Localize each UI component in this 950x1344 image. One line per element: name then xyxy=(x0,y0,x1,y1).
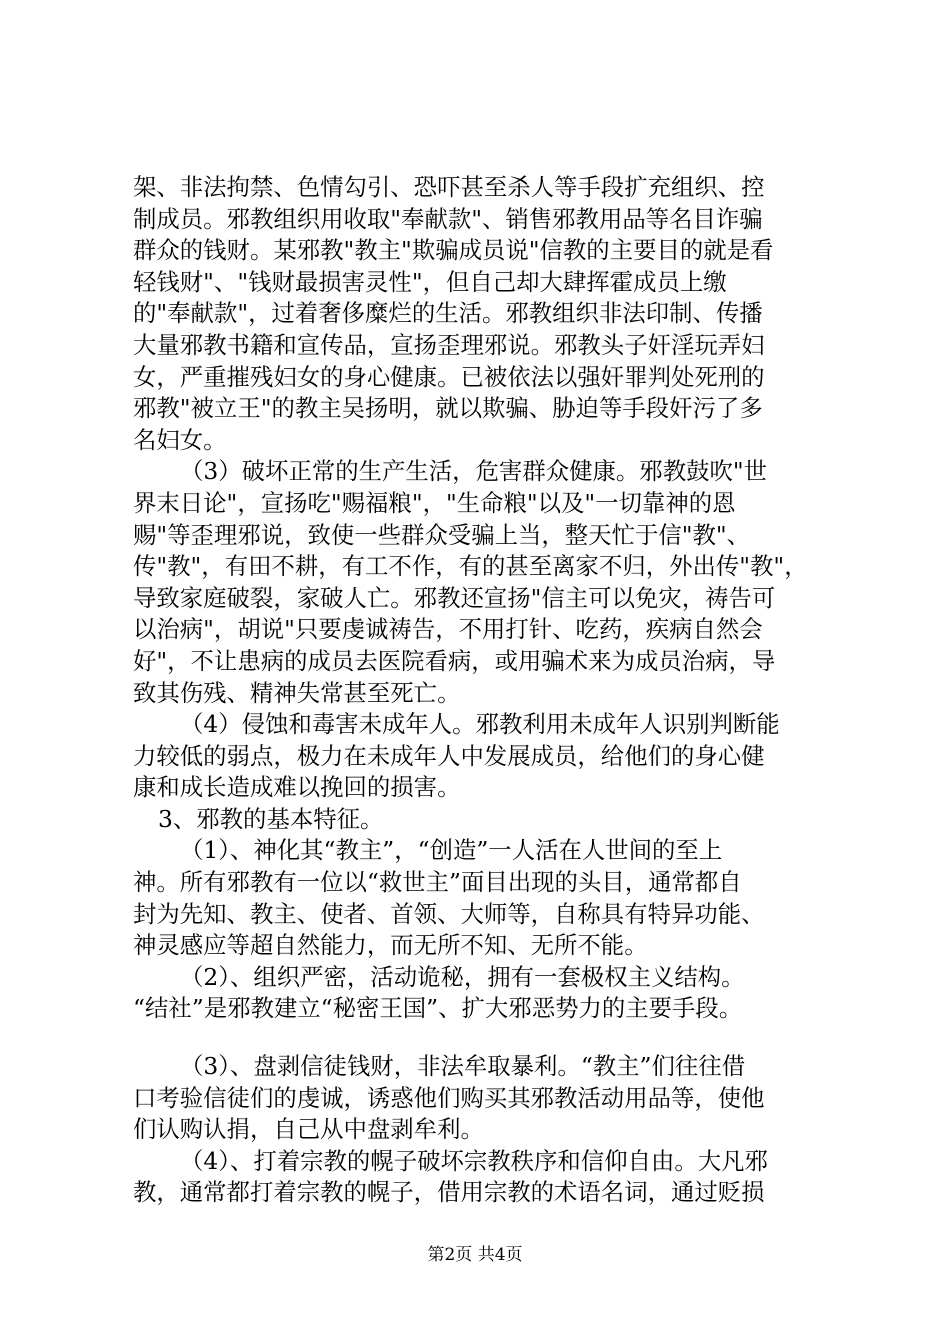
text-line: “结社”是邪教建立“秘密王国”、扩大邪恶势力的主要手段。 xyxy=(133,994,743,1023)
text-line: 架、非法拘禁、色情勾引、恐吓甚至杀人等手段扩充组织、控 xyxy=(133,173,765,201)
text-line: 力较低的弱点，极力在未成年人中发展成员，给他们的身心健 xyxy=(133,741,765,770)
paragraph-start-line: （3）、盘剥信徒钱财，非法牟取暴利。“教主”们往往借 xyxy=(180,1052,746,1081)
paragraph-start-line: （4）、打着宗教的幌子破坏宗教秩序和信仰自由。大凡邪 xyxy=(180,1146,768,1175)
paragraph-start-line: （2）、组织严密，活动诡秘，拥有一套极权主义结构。 xyxy=(180,962,745,991)
paragraph-start-line: （1）、神化其“教主”，“创造”一人活在人世间的至上 xyxy=(180,836,723,865)
text-line: 以治病"，胡说"只要虔诚祷告，不用打针、吃药，疾病自然会 xyxy=(133,615,763,644)
text-line: 轻钱财"、"钱财最损害灵性"，但自己却大肆挥霍成员上缴 xyxy=(133,267,727,296)
text-line: 教，通常都打着宗教的幌子，借用宗教的术语名词，通过贬损 xyxy=(133,1178,765,1207)
text-line: 名妇女。 xyxy=(133,425,227,454)
text-line: 大量邪教书籍和宣传品，宣扬歪理邪说。邪教头子奸淫玩弄妇 xyxy=(133,330,765,359)
text-line: 神灵感应等超自然能力，而无所不知、无所不能。 xyxy=(133,931,648,960)
paragraph-gap xyxy=(133,1025,833,1051)
text-line: 传"教"，有田不耕，有工不作，有的甚至离家不归，外出传"教"， xyxy=(133,552,808,581)
document-body xyxy=(133,172,833,1209)
text-line: 们认购认捐，自己从中盘剥牟利。 xyxy=(133,1115,484,1144)
text-line: 致其伤残、精神失常甚至死亡。 xyxy=(133,678,461,707)
paragraph-start-line: （4）侵蚀和毒害未成年人。邪教利用未成年人识别判断能 xyxy=(180,710,780,739)
text-line: 女，严重摧残妇女的身心健康。已被依法以强奸罪判处死刑的 xyxy=(133,362,765,391)
text-line: 康和成长造成难以挽回的损害。 xyxy=(133,773,461,802)
text-line: 口考验信徒们的虔诚，诱惑他们购买其邪教活动用品等，使他 xyxy=(133,1083,765,1112)
section-heading: 3、邪教的基本特征。 xyxy=(158,804,384,833)
page-number-footer: 第2页 共4页 xyxy=(427,1245,523,1265)
text-line: 界末日论"，宣扬吃"赐福粮"，"生命粮"以及"一切靠神的恩 xyxy=(133,488,736,517)
text-line: 封为先知、教主、使者、首领、大师等，自称具有特异功能、 xyxy=(133,899,765,928)
text-line: 导致家庭破裂，家破人亡。邪教还宣扬"信主可以免灾，祷告可 xyxy=(133,583,776,612)
text-line: 神。所有邪教有一位以“救世主”面目出现的头目，通常都自 xyxy=(133,868,742,897)
text-line: 的"奉献款"，过着奢侈糜烂的生活。邪教组织非法印制、传播 xyxy=(133,299,763,328)
text-line: 邪教"被立王"的教主吴扬明，就以欺骗、胁迫等手段奸污了多 xyxy=(133,394,763,423)
paragraph-start-line: （3）破坏正常的生产生活，危害群众健康。邪教鼓吹"世 xyxy=(180,457,768,486)
text-line: 制成员。邪教组织用收取"奉献款"、销售邪教用品等名目诈骗 xyxy=(133,204,763,233)
text-line: 赐"等歪理邪说，致使一些群众受骗上当，整天忙于信"教"、 xyxy=(133,520,751,549)
text-line: 群众的钱财。某邪教"教主"欺骗成员说"信教的主要目的就是看 xyxy=(133,236,774,265)
text-line: 好"，不让患病的成员去医院看病，或用骗术来为成员治病，导 xyxy=(133,646,776,675)
